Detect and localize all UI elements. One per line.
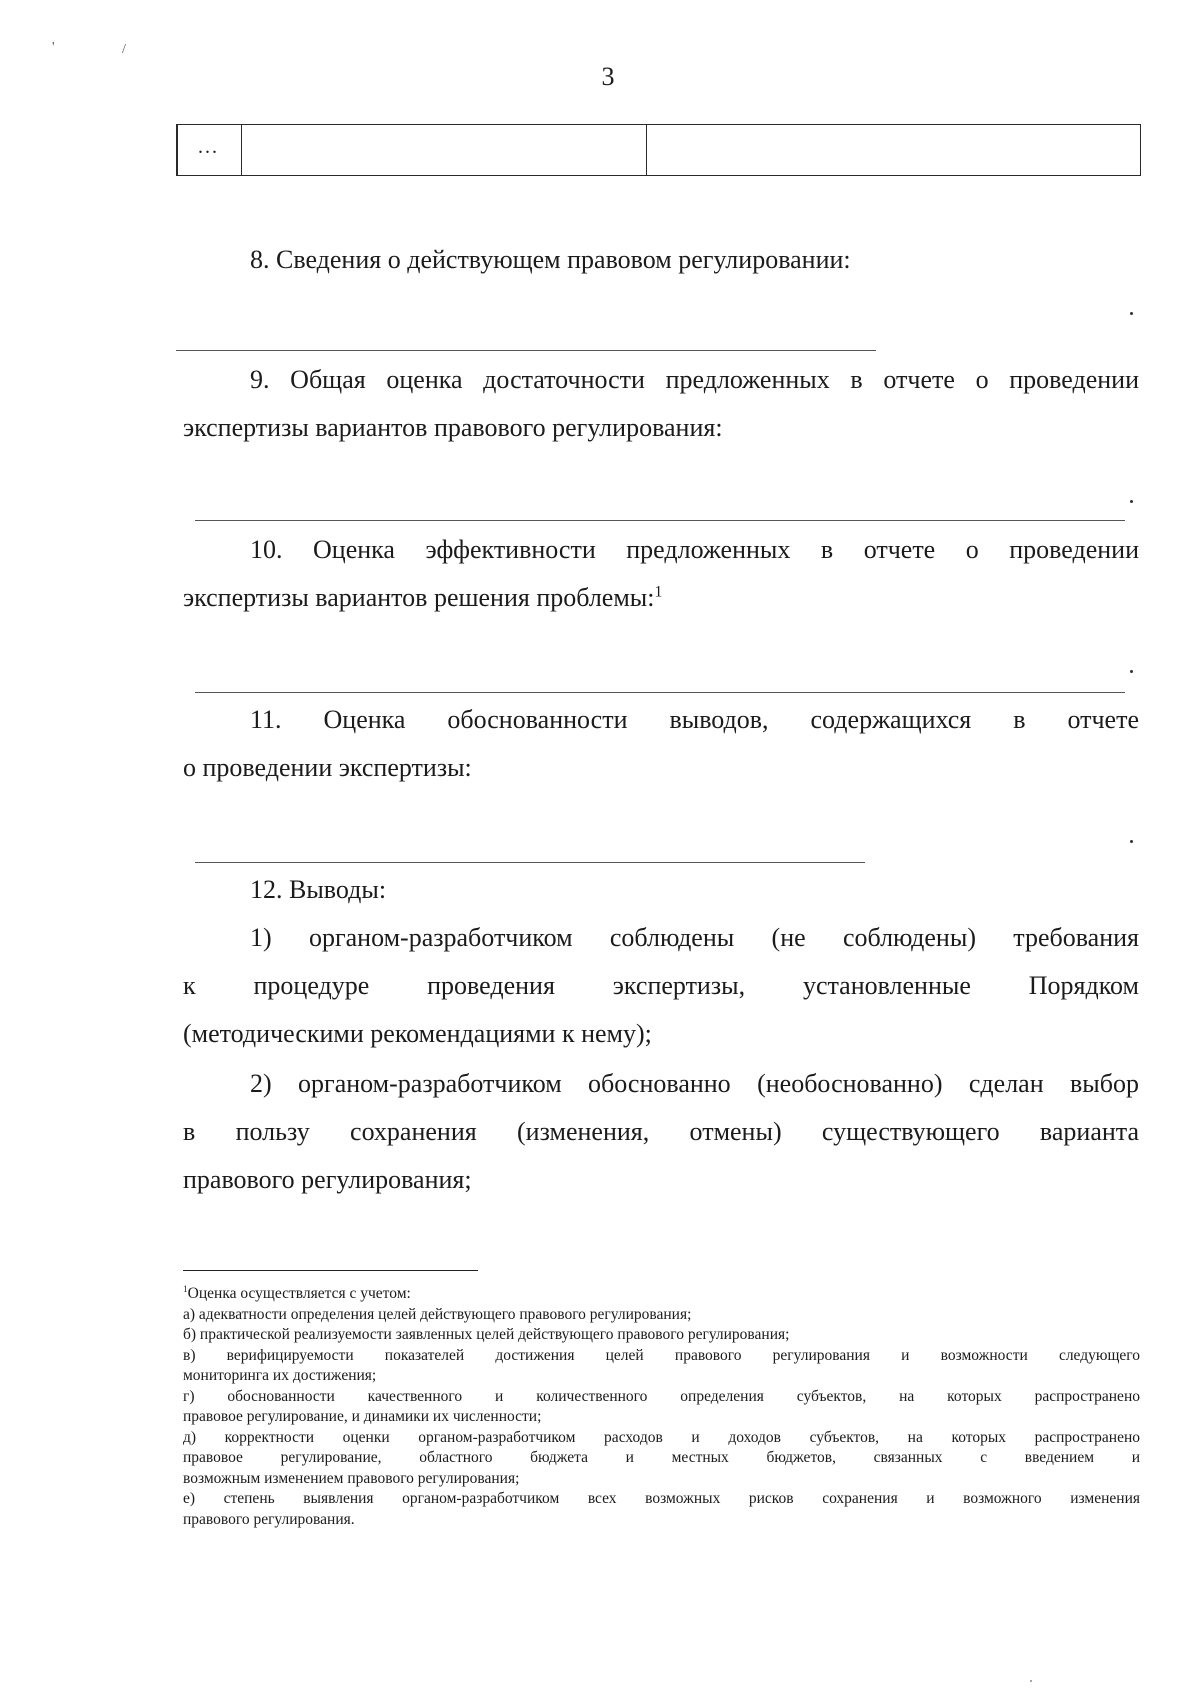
scan-mark: / (122, 42, 126, 57)
answer-line-end-dot (1130, 840, 1133, 843)
conclusion-1-line3: (методическими рекомендациями к нему); (183, 1019, 652, 1048)
footnote-intro (183, 1284, 1140, 1305)
footnote-item-v-line2: мониторинга их достижения; (183, 1367, 377, 1384)
answer-line-10 (195, 692, 1125, 693)
section-9-line2: экспертизы вариантов правового регулирования: (183, 413, 723, 442)
footnote (183, 1284, 1140, 1530)
table-right-border (1140, 124, 1142, 176)
footnote-item-d-line1: д) корректности оценки органом-разработчиком расходов и доходов субъектов, на которых распространено (183, 1428, 1140, 1446)
footnote-separator (183, 1270, 478, 1271)
scan-mark: ' (52, 40, 55, 55)
section-12-heading: 12. Выводы: (250, 875, 387, 904)
answer-line-end-dot (1130, 670, 1133, 673)
section-11-line1: 11. Оценка обоснованности выводов, содержащихся в отчете (250, 705, 1139, 734)
page-number: 3 (601, 62, 615, 91)
footnote-reference: 1 (654, 583, 663, 601)
footnote-intro-text: Оценка осуществляется с учетом: (187, 1285, 411, 1302)
footnote-item-e-line1: е) степень выявления органом-разработчиком всех возможных рисков сохранения и возможного изменения (183, 1490, 1140, 1507)
scan-speck (1030, 1680, 1032, 1682)
conclusion-2-line1: 2) органом-разработчиком обоснованно (необоснованно) сделан выбор (250, 1069, 1139, 1098)
section-10-text: экспертизы вариантов решения проблемы: (183, 583, 655, 612)
footnote-item-b: б) практической реализуемости заявленных целей действующего правового регулирования; (183, 1326, 790, 1343)
answer-line-end-dot (1130, 500, 1133, 503)
section-11-line2: о проведении экспертизы: (183, 753, 472, 782)
answer-line-9 (195, 520, 1125, 521)
footnote-item-d-line3: возможным изменением правового регулирования; (183, 1469, 520, 1487)
table-column-divider (646, 124, 647, 176)
table-column-divider (241, 124, 242, 176)
footnote-item-a: а) адекватности определения целей действующего правового регулирования; (183, 1305, 692, 1323)
footnote-item-e-line2: правового регулирования. (183, 1510, 355, 1528)
conclusion-1-line1: 1) органом-разработчиком соблюдены (не соблюдены) требования (250, 923, 1139, 952)
footnote-item-g-line1: г) обоснованности качественного и количественного определения субъектов, на которых распространено (183, 1387, 1140, 1405)
answer-line-end-dot (1130, 312, 1133, 315)
section-10-line1: 10. Оценка эффективности предложенных в отчете о проведении (250, 535, 1139, 564)
answer-line-11 (195, 862, 865, 863)
table-left-border (176, 124, 178, 176)
answer-line-8 (176, 350, 876, 351)
footnote-item-g-line2: правовое регулирование, и динамики их численности; (183, 1408, 542, 1425)
table-fragment (176, 124, 1141, 176)
section-10-line2 (183, 574, 662, 622)
footnote-item-d-line2: правовое регулирование, областного бюджета и местных бюджетов, связанных с введением и (183, 1449, 1140, 1466)
footnote-mark: 1 (183, 1284, 188, 1295)
section-9-line1: 9. Общая оценка достаточности предложенных в отчете о проведении (250, 365, 1139, 394)
table-bottom-border (176, 175, 1141, 177)
table-cell-ellipsis: ... (198, 136, 219, 158)
conclusion-2-line2: в пользу сохранения (изменения, отмены) существующего варианта (183, 1117, 1139, 1146)
conclusion-2-line3: правового регулирования; (183, 1165, 472, 1194)
section-8-title: 8. Сведения о действующем правовом регулировании: (250, 245, 851, 274)
conclusion-1-line2: к процедуре проведения экспертизы, установленные Порядком (183, 971, 1139, 1000)
footnote-item-v-line1: в) верифицируемости показателей достижения целей правового регулирования и возможности следующего (183, 1346, 1140, 1364)
table-top-border (176, 124, 1141, 125)
